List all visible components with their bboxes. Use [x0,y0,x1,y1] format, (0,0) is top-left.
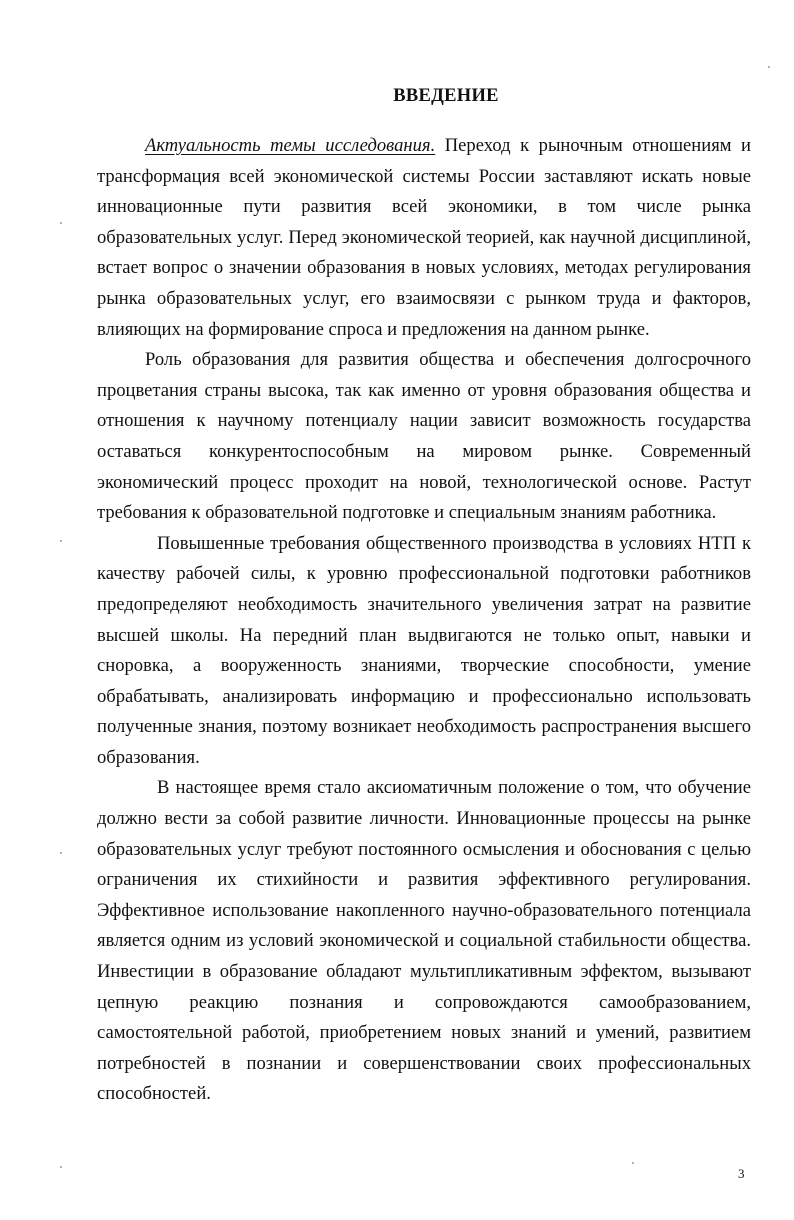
relevance-heading: Актуальность темы исследования. [145,135,436,156]
paragraph-relevance [97,131,751,345]
scan-speck [768,66,770,68]
paragraph-requirements: Повышенные требования общественного производства в условиях НТП к качеству рабочей силы, к уровню профессиональной подготовки работников предопределяют необходимость значительного увеличения затрат на развитие высшей школы. На передний план выдвигаются не только опыт, навыки и сноровка, а вооруженность знаниями, творческие способности, умение обрабатывать, анализировать информацию и профессионально использовать полученные знания, поэтому возникает необходимость распространения высшего образования. [97,532,751,768]
scan-speck [632,1162,634,1164]
scan-speck [60,1166,62,1168]
paragraph-role-of-education: Роль образования для развития общества и обеспечения долгосрочного процветания страны высока, так как именно от уровня образования общества и отношения к научному потенциалу нации зависит возможность государства оставаться конкурентоспособным на мировом рынке. Современный экономический процесс проходит на новой, технологической основе. Растут требования к образовательной подготовке и специальным знаниям работника. [97,349,751,524]
paragraph-text: Переход к рыночным отношениям и трансформация всей экономической системы России заставляют искать новые инновационные пути развития всей экономики, в том числе рынка образовательных услуг. Перед экономической теорией, как научной дисциплиной, встает вопрос о значении образования в новых условиях, методах регулирования рынка образовательных услуг, его взаимосвязи с рынком труда и факторов, влияющих на формирование спроса и предложения на данном рынке. [97,135,751,340]
paragraph-innovation: В настоящее время стало аксиоматичным положение о том, что обучение должно вести за собой развитие личности. Инновационные процессы на рынке образовательных услуг требуют постоянного осмысления и обоснования с целью ограничения их стихийности и развития эффективного регулирования. Эффективное использование накопленного научно-образовательного потенциала является одним из условий экономической и социальной стабильности общества. Инвестиции в образование обладают мультипликативным эффектом, вызывают цепную реакцию познания и сопровождаются самообразованием, самостоятельной работой, приобретением новых знаний и умений, развитием потребностей в познании и совершенствовании своих профессиональных способностей. [97,777,751,1105]
scan-speck [60,540,62,542]
scan-speck [60,222,62,224]
document-body [97,131,751,1110]
page-title: ВВЕДЕНИЕ [393,86,499,106]
scan-speck [60,852,62,854]
page-number: 3 [738,1166,745,1181]
